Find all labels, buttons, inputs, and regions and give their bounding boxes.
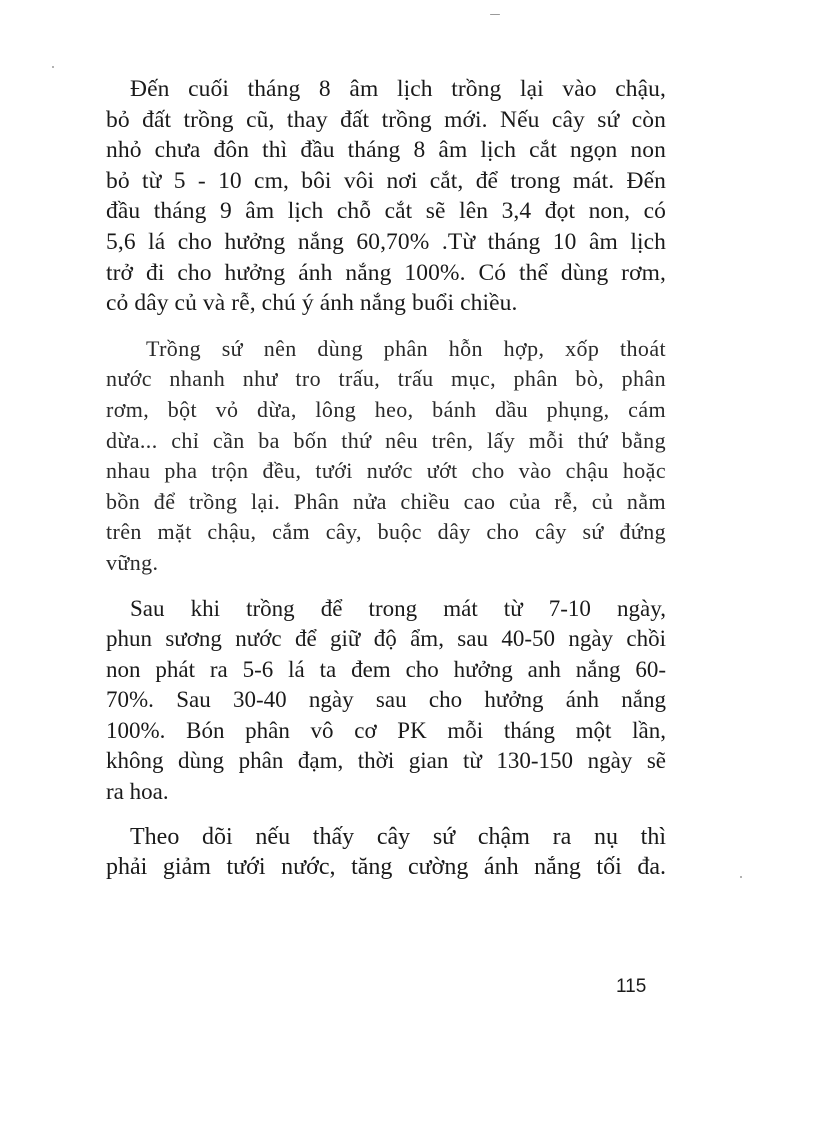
- text-line: Đến cuối tháng 8 âm lịch trồng lại vào chậu,: [130, 76, 666, 102]
- text-line: trở đi cho hưởng ánh nắng 100%. Có thể dùng rơm,: [106, 259, 666, 286]
- text-line: nhau pha trộn đều, tưới nước ướt cho vào chậu hoặc: [106, 458, 666, 484]
- text-line: bồn để trồng lại. Phân nửa chiều cao của rễ, củ nằm: [106, 488, 666, 514]
- text-line: Theo dõi nếu thấy cây sứ chậm ra nụ thì: [130, 823, 666, 850]
- text-line: ra hoa.: [106, 779, 169, 805]
- page-number: 115: [616, 976, 647, 997]
- text-line: 5,6 lá cho hưởng nắng 60,70% .Từ tháng 10 âm lịch: [106, 228, 666, 255]
- text-line: Sau khi trồng để trong mát từ 7-10 ngày,: [130, 595, 666, 621]
- text-line: rơm, bột vỏ dừa, lông heo, bánh dầu phụng, cám: [106, 396, 666, 422]
- text-line: dừa... chỉ cần ba bốn thứ nêu trên, lấy mỗi thứ bằng: [106, 427, 666, 453]
- text-line: bỏ đất trồng cũ, thay đất trồng mới. Nếu cây sứ còn: [106, 106, 666, 133]
- text-line: 100%. Bón phân vô cơ PK mỗi tháng một lần,: [106, 717, 666, 743]
- paragraph: [106, 74, 666, 319]
- text-line: bỏ từ 5 - 10 cm, bôi vôi nơi cắt, để trong mát. Đến: [106, 167, 666, 194]
- text-line: cỏ dây củ và rễ, chú ý ánh nắng buổi chiều.: [106, 290, 518, 317]
- text-line: trên mặt chậu, cắm cây, buộc dây cho cây sứ đứng: [106, 519, 666, 545]
- text-line: đầu tháng 9 âm lịch chỗ cắt sẽ lên 3,4 đọt non, có: [106, 198, 666, 225]
- scan-speck: [52, 66, 54, 68]
- scan-speck: [740, 876, 742, 878]
- text-line: nhỏ chưa đôn thì đầu tháng 8 âm lịch cắt ngọn non: [106, 137, 666, 164]
- text-line: không dùng phân đạm, thời gian từ 130-150 ngày sẽ: [106, 748, 666, 774]
- scan-speck: [490, 14, 500, 15]
- text-line: phải giảm tưới nước, tăng cường ánh nắng tối đa.: [106, 854, 666, 881]
- text-line: vững.: [106, 549, 159, 575]
- text-line: nước nhanh như tro trấu, trấu mục, phân bò, phân: [106, 366, 666, 392]
- text-line: 70%. Sau 30-40 ngày sau cho hưởng ánh nắng: [106, 687, 666, 713]
- paragraph: [106, 822, 666, 883]
- body-text: [106, 74, 666, 883]
- text-line: Trồng sứ nên dùng phân hỗn hợp, xốp thoát: [146, 335, 666, 361]
- text-line: phun sương nước để giữ độ ẩm, sau 40-50 ngày chồi: [106, 626, 666, 652]
- text-line: non phát ra 5-6 lá ta đem cho hưởng anh nắng 60-: [106, 656, 666, 682]
- paragraph: [106, 594, 666, 808]
- paragraph: [106, 334, 666, 579]
